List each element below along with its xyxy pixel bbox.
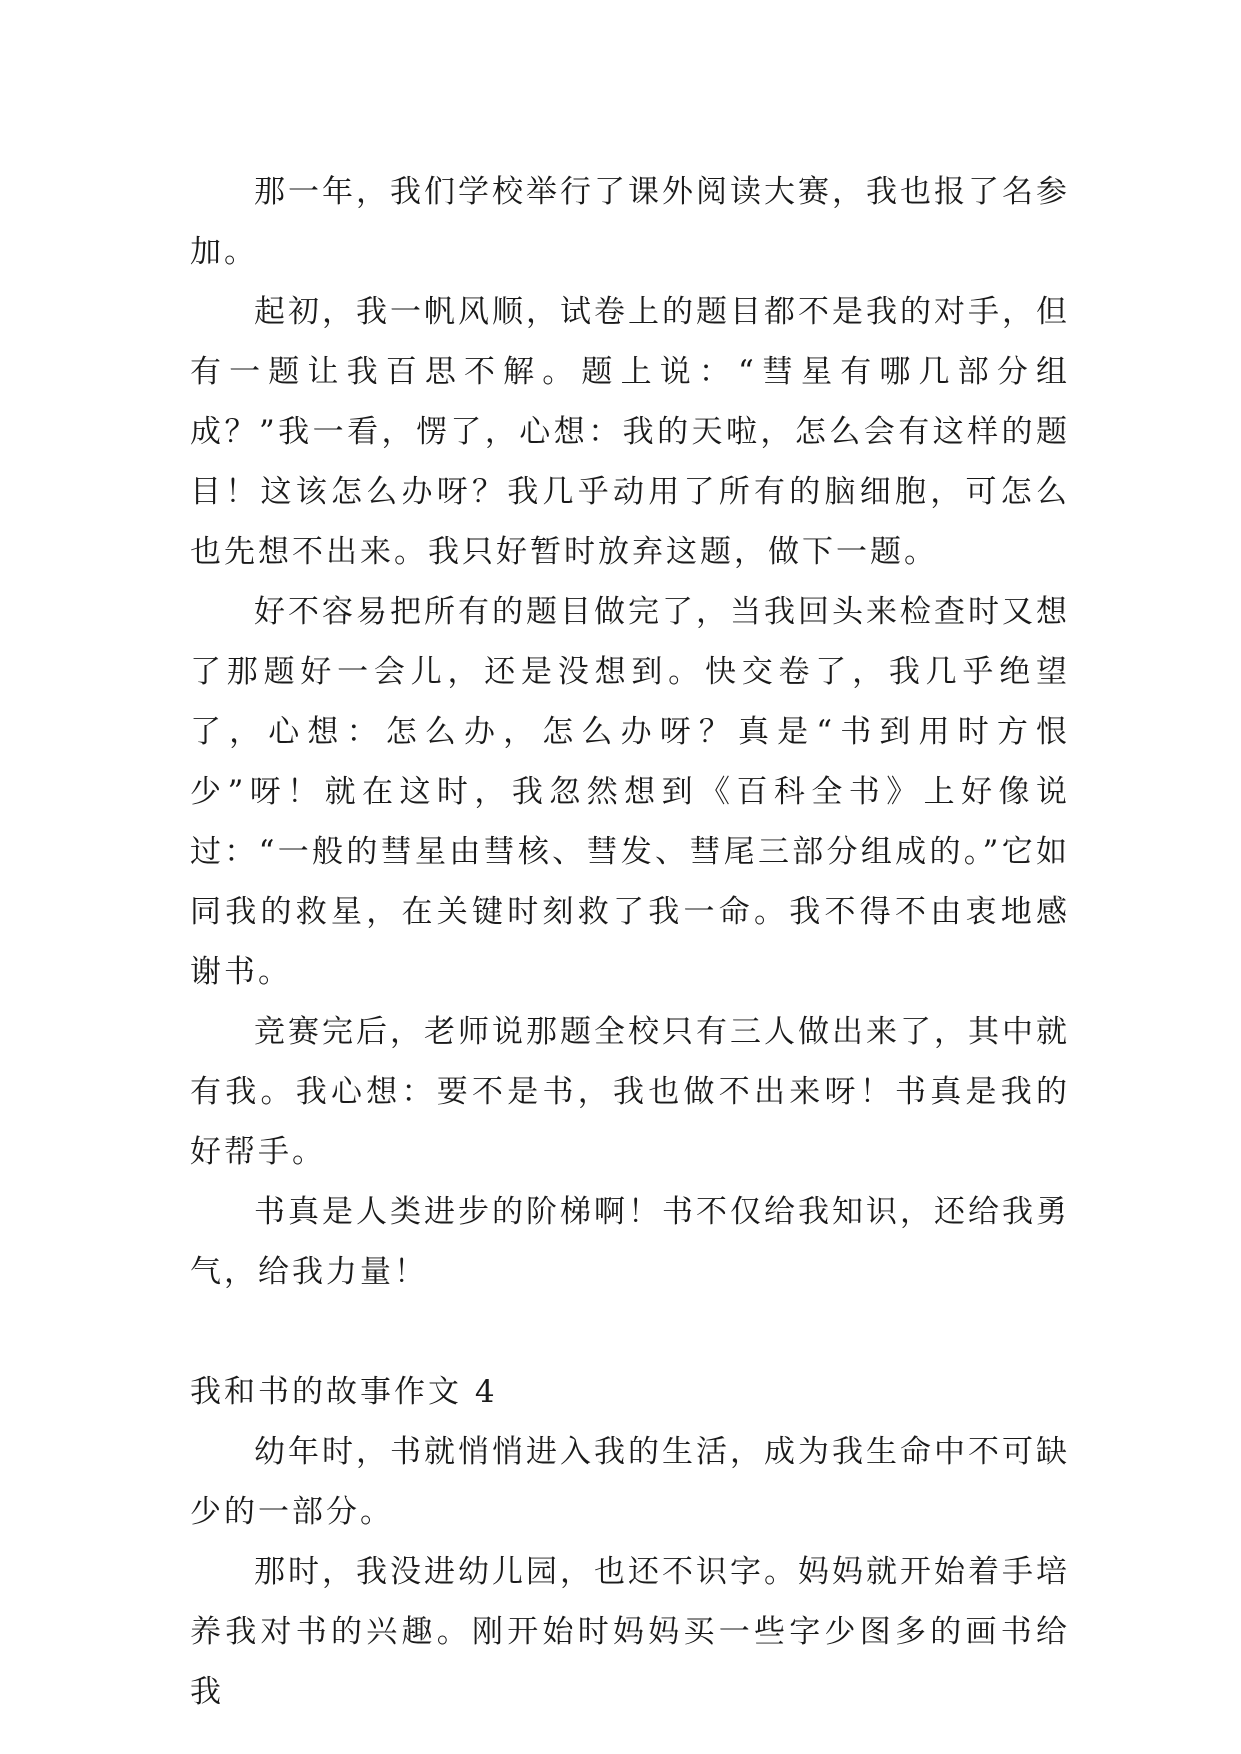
paragraph-1: 那一年，我们学校举行了课外阅读大赛，我也报了名参加。	[190, 174, 1070, 270]
paragraph-3: 好不容易把所有的题目做完了，当我回头来检查时又想了那题好一会儿，还是没想到。快交卷了，我几乎绝望了，心想：怎么办，怎么办呀？真是“书到用时方恨少”呀！就在这时，我忽然想到《百科全书》上好像说过：“一般的彗星由彗核、彗发、彗尾三部分组成的。”它如同我的救星，在关键时刻救了我一命。我不得不由衷地感谢书。	[190, 594, 1070, 990]
paragraph-7: 那时，我没进幼儿园，也还不识字。妈妈就开始着手培养我对书的兴趣。刚开始时妈妈买一些字少图多的画书给我	[190, 1554, 1070, 1710]
paragraph-2: 起初，我一帆风顺，试卷上的题目都不是我的对手，但有一题让我百思不解。题上说：“彗星有哪几部分组成？”我一看，愣了，心想：我的天啦，怎么会有这样的题目！这该怎么办呀？我几乎动用了所有的脑细胞，可怎么也先想不出来。我只好暂时放弃这题，做下一题。	[190, 294, 1070, 570]
paragraph-6: 幼年时，书就悄悄进入我的生活，成为我生命中不可缺少的一部分。	[190, 1434, 1070, 1530]
blank-line	[190, 1302, 1070, 1362]
document-body	[190, 162, 1070, 1722]
paragraph-4: 竞赛完后，老师说那题全校只有三人做出来了，其中就有我。我心想：要不是书，我也做不出来呀！书真是我的好帮手。	[190, 1014, 1070, 1170]
paragraph-5: 书真是人类进步的阶梯啊！书不仅给我知识，还给我勇气，给我力量！	[190, 1194, 1070, 1290]
section-title: 我和书的故事作文 4	[190, 1374, 498, 1410]
